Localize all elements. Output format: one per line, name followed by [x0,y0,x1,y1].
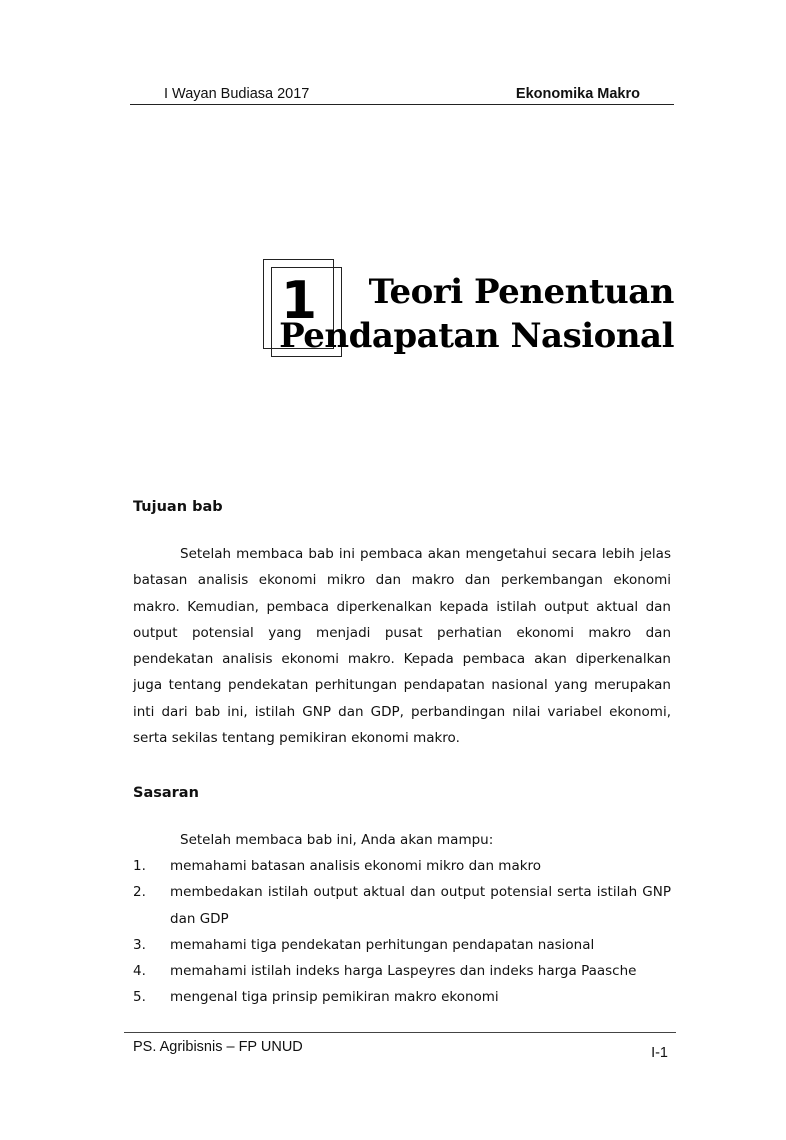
chapter-title [279,270,674,358]
list-item-number: 3. [133,936,146,953]
list-item-number: 2. [133,884,146,901]
page-header [130,84,674,105]
list-item-text: membedakan istilah output aktual dan output potensial serta istilah GNP dan GDP [170,884,671,927]
list-item-text: memahami batasan analisis ekonomi mikro dan makro [170,858,542,874]
list-item-text: memahami istilah indeks harga Laspeyres dan indeks harga Paasche [170,963,637,980]
sasaran-heading: Sasaran [133,785,199,801]
header-author: I Wayan Budiasa 2017 [164,86,310,102]
list-item-number: 5. [133,989,146,1006]
list-item-number: 4. [133,963,146,980]
chapter-title-line-2: Pendapatan Nasional [279,316,674,356]
page-number: I-1 [651,1045,668,1061]
chapter-number: 1 [280,271,318,331]
sasaran-list [133,853,671,1011]
chapter-title-line-1: Teori Penentuan [368,272,674,312]
header-book-title: Ekonomika Makro [515,86,640,102]
list-item-number: 1. [133,858,146,874]
list-item-text: memahami tiga pendekatan perhitungan pendapatan nasional [170,936,595,953]
tujuan-paragraph: Setelah membaca bab ini pembaca akan mengetahui secara lebih jelas batasan analisis ekonomi mikro dan makro dan perkembangan ekonomi makro. Kemudian, pembaca diperkenalkan kepada istilah output aktual dan output potensial yang menjadi pusat perhatian ekonomi makro dan pendekatan analisis ekonomi makro. Kepada pembaca akan diperkenalkan juga tentang pendekatan perhitungan pendapatan nasional yang merupakan inti dari bab ini, istilah GNP dan GDP, perbandingan nilai variabel ekonomi, serta sekilas tentang pemikiran ekonomi makro. [133,546,671,747]
list-item [133,853,671,879]
list-item-text: mengenal tiga prinsip pemikiran makro ekonomi [170,989,499,1006]
footer-institution: PS. Agribisnis – FP UNUD [133,1039,303,1055]
tujuan-heading: Tujuan bab [133,499,223,515]
list-item [133,932,671,958]
list-item [133,984,671,1010]
list-item [133,958,671,984]
sasaran-intro: Setelah membaca bab ini, Anda akan mampu: [180,832,494,848]
page-footer [124,1032,676,1063]
list-item [133,879,671,932]
